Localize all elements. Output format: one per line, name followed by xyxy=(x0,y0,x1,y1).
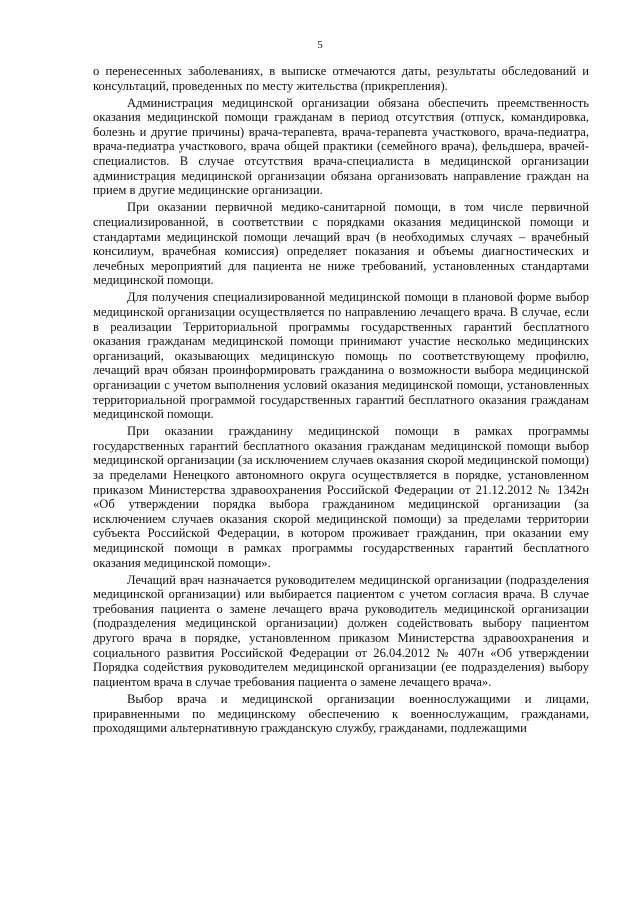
paragraph-military-personnel: Выбор врача и медицинской организации военнослужащими и лицами, приравненными по медицинскому обеспечению к военнослужащим, гражданами, проходящими альтернативную гражданскую службу, гражданами, подлежащими xyxy=(93,691,589,736)
paragraph-specialized-care: Для получения специализированной медицинской помощи в плановой форме выбор медицинской организации осуществляется по направлению лечащего врача. В случае, если в реализации Территориальной программы государственных гарантий бесплатного оказания гражданам медицинской помощи принимают участие несколько медицинских организаций, оказывающих медицинскую помощь по соответствующему профилю, лечащий врач обязан проинформировать гражданина о возможности выбора медицинской организации с учетом выполнения условий оказания медицинской помощи, установленных территориальной программой государственных гарантий бесплатного оказания гражданам медицинской помощи. xyxy=(93,290,589,422)
document-body xyxy=(93,64,589,738)
paragraph-outside-region: При оказании гражданину медицинской помощи в рамках программы государственных гарантий бесплатного оказания гражданам медицинской помощи выбор медицинской организации (за исключением случаев оказания скорой медицинской помощи) за пределами Ненецкого автономного округа осуществляется в порядке, установленном приказом Министерства здравоохранения Российской Федерации от 21.12.2012 № 1342н «Об утверждении порядка выбора гражданином медицинской организации (за исключением случаев оказания скорой медицинской помощи) за пределами территории субъекта Российской Федерации, в котором проживает гражданин, при оказании ему медицинской помощи в рамках программы государственных гарантий бесплатного оказания медицинской помощи». xyxy=(93,424,589,570)
paragraph-attending-physician: Лечащий врач назначается руководителем медицинской организации (подразделения медицинской организации) или выбирается пациентом с учетом согласия врача. В случае требования пациента о замене лечащего врача руководитель медицинской организации (подразделения медицинской организации) должен содействовать выбору пациентом другого врача в порядке, установленном приказом Министерства здравоохранения и социального развития Российской Федерации от 26.04.2012 № 407н «Об утверждении Порядка содействия руководителем медицинской организации (ее подразделения) выбору пациентом врача в случае требования пациента о замене лечащего врача». xyxy=(93,572,589,689)
paragraph-administration-duty: Администрация медицинской организации обязана обеспечить преемственность оказания медицинской помощи гражданам в период отсутствия (отпуск, командировка, болезнь и другие причины) врача-терапевта, врача-терапевта участкового, врача-педиатра, врача-педиатра участкового, врача общей практики (семейного врача), фельдшера, врачей-специалистов. В случае отсутствия врача-специалиста в медицинской организации администрация медицинской организации обязана организовать направление граждан на прием в другие медицинские организации. xyxy=(93,95,589,198)
paragraph-1-continued: о перенесенных заболеваниях, в выписке отмечаются даты, результаты обследований и консультаций, проведенных по месту жительства (прикрепления). xyxy=(93,64,589,93)
page-number: 5 xyxy=(317,39,323,51)
paragraph-primary-care: При оказании первичной медико-санитарной помощи, в том числе первичной специализированной, в соответствии с порядками оказания медицинской помощи и стандартами медицинской помощи лечащий врач (в необходимых случаях – врачебный консилиум, врачебная комиссия) определяет показания и объемы диагностических и лечебных мероприятий для пациента не ниже требований, установленных стандартами медицинской помощи. xyxy=(93,200,589,288)
